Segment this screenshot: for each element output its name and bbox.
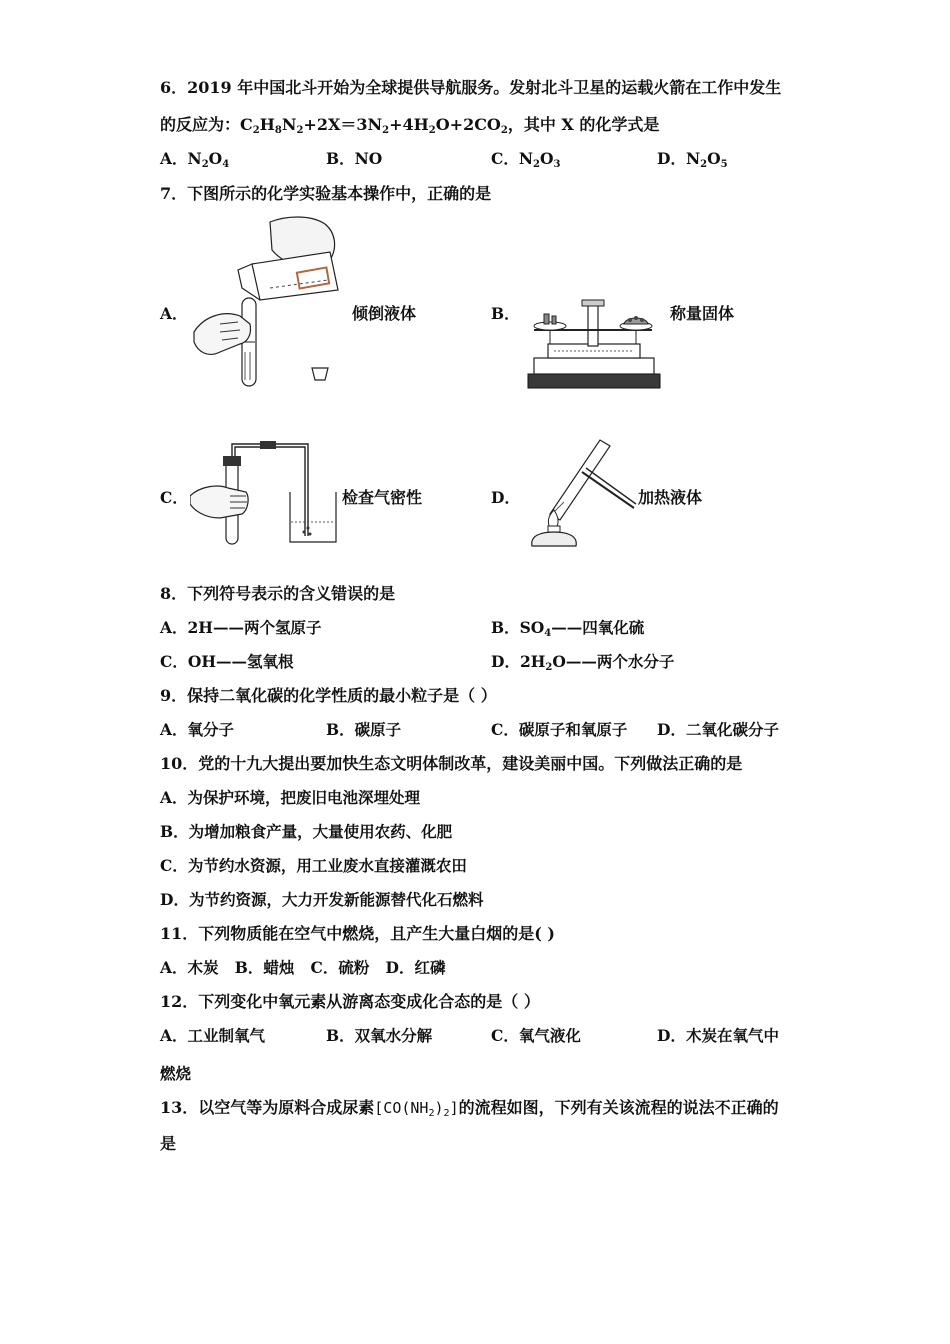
q10-option-d[interactable]: D．为节约资源，大力开发新能源替代化石燃料 — [160, 890, 484, 909]
q8-option-c[interactable]: C．OH——氢氧根 — [160, 652, 294, 671]
urea-formula: $[CO(NH_2)_2]$ — [374, 1099, 459, 1119]
q10-option-a[interactable]: A．为保护环境，把废旧电池深埋处理 — [160, 788, 421, 807]
q12-option-b[interactable]: B．双氧水分解 — [326, 1026, 433, 1045]
q6-stem-line1: 6．2019 年中国北斗开始为全球提供导航服务。发射北斗卫星的运载火箭在工作中发生 — [160, 78, 782, 97]
q7-option-b-letter[interactable]: B． — [491, 304, 520, 323]
q7-option-a-letter[interactable]: A． — [160, 304, 188, 323]
q9-stem: 9．保持二氧化碳的化学性质的最小粒子是（ ） — [160, 686, 497, 705]
q7-stem: 7．下图所示的化学实验基本操作中，正确的是 — [160, 184, 492, 203]
pouring-liquid-figure — [190, 212, 350, 394]
balance-scale-figure — [524, 296, 664, 392]
q7-option-d-letter[interactable]: D． — [491, 488, 520, 507]
q7-caption-c: 检查气密性 — [342, 488, 423, 507]
q12-option-d-wrap: 燃烧 — [160, 1064, 192, 1083]
q6-option-b[interactable]: B．NO — [326, 149, 383, 168]
q13-stem-wrap: 是 — [160, 1134, 177, 1153]
heating-liquid-figure — [520, 432, 640, 550]
q10-stem: 10．党的十九大提出要加快生态文明体制改革，建设美丽中国。下列做法正确的是 — [160, 754, 743, 773]
q8-option-d[interactable]: D．$2H_2O——$两个水分子 — [491, 652, 675, 673]
q11-options[interactable]: A．木炭 B．蜡烛 C．硫粉 D．红磷 — [160, 958, 446, 977]
q10-option-c[interactable]: C．为节约水资源，用工业废水直接灌溉农田 — [160, 856, 467, 875]
q13-stem: 13．以空气等为原料合成尿素$[CO(NH_2)_2]$的流程如图，下列有关该流程的说法不正确的 — [160, 1098, 779, 1119]
q6-option-d[interactable]: D．$N_2O_5$ — [657, 149, 728, 170]
q9-option-a[interactable]: A．氧分子 — [160, 720, 235, 739]
q8-option-b[interactable]: B．$SO_4——$四氧化硫 — [491, 618, 645, 639]
q9-option-b[interactable]: B．碳原子 — [326, 720, 402, 739]
q9-option-c[interactable]: C．碳原子和氧原子 — [491, 720, 628, 739]
q7-option-c-letter[interactable]: C． — [160, 488, 188, 507]
q8-stem: 8．下列符号表示的含义错误的是 — [160, 584, 396, 603]
airtightness-check-figure — [190, 436, 340, 548]
q6-stem-line2: 的反应为：$C_2H_8N_2+2X=3N_2+4H_2O+2CO_2$，其中 X 的化学式是 — [160, 115, 660, 136]
q8-option-a[interactable]: A．2H——两个氢原子 — [160, 618, 322, 637]
q11-stem: 11．下列物质能在空气中燃烧，且产生大量白烟的是( ) — [160, 924, 555, 943]
q7-caption-d: 加热液体 — [638, 488, 703, 507]
q9-option-d[interactable]: D．二氧化碳分子 — [657, 720, 779, 739]
q7-caption-a: 倾倒液体 — [352, 304, 417, 323]
q12-stem: 12．下列变化中氧元素从游离态变成化合态的是（ ） — [160, 992, 540, 1011]
q6-equation: $C_2H_8N_2+2X=3N_2+4H_2O+2CO_2$ — [240, 115, 508, 136]
q6-option-a[interactable]: A．$N_2O_4$ — [160, 149, 230, 170]
q6-option-c[interactable]: C．$N_2O_3$ — [491, 149, 561, 170]
q12-option-c[interactable]: C．氧气液化 — [491, 1026, 581, 1045]
q12-option-d[interactable]: D．木炭在氧气中 — [657, 1026, 779, 1045]
q12-option-a[interactable]: A．工业制氧气 — [160, 1026, 266, 1045]
q7-caption-b: 称量固体 — [670, 304, 735, 323]
q10-option-b[interactable]: B．为增加粮食产量，大量使用农药、化肥 — [160, 822, 453, 841]
